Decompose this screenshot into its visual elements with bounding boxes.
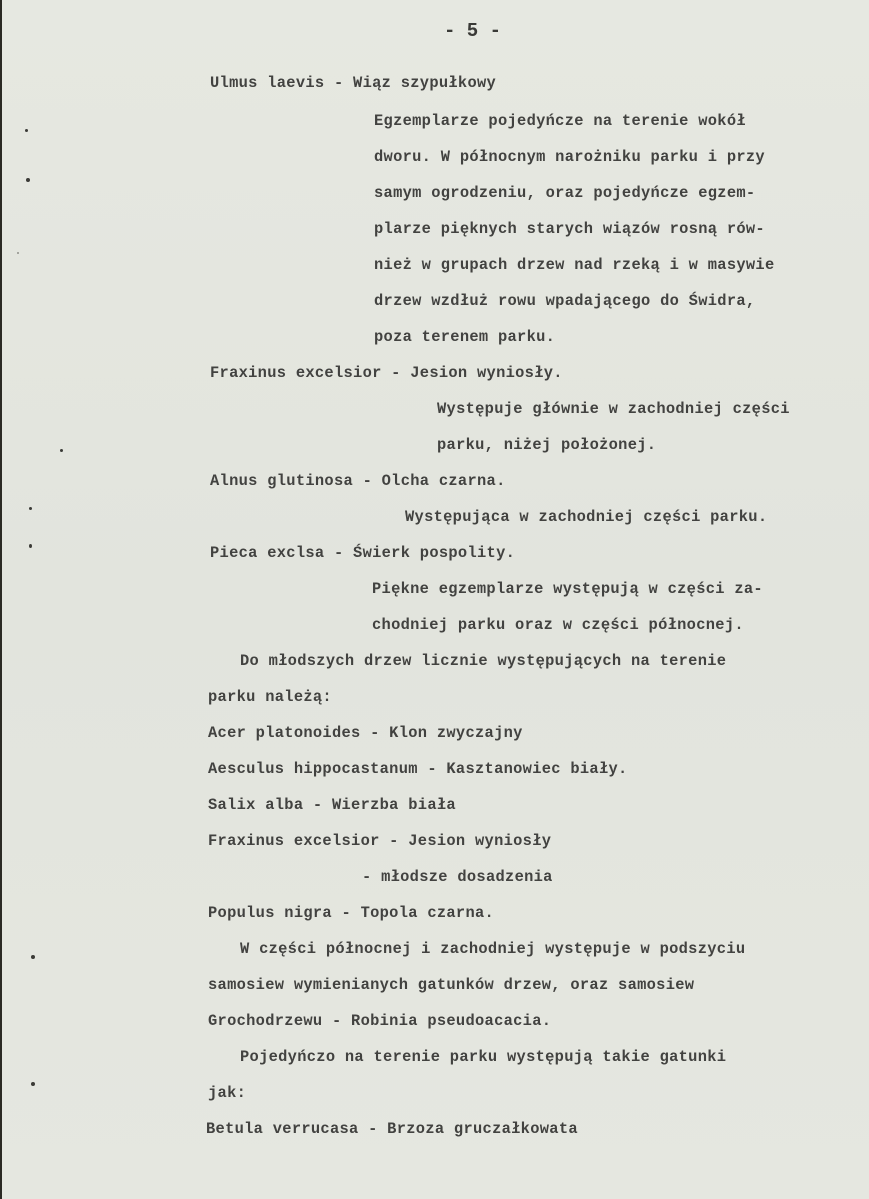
- text-line: Populus nigra - Topola czarna.: [208, 904, 495, 922]
- text-line: Grochodrzewu - Robinia pseudoacacia.: [208, 1012, 552, 1030]
- text-line: - młodsze dosadzenia: [362, 868, 553, 886]
- text-line: poza terenem parku.: [374, 328, 556, 346]
- text-line: Pieca exclsa - Świerk pospolity.: [210, 544, 516, 562]
- margin-speck: [29, 507, 32, 510]
- margin-speck: [17, 252, 19, 254]
- text-line: samym ogrodzeniu, oraz pojedyńcze egzem-: [374, 184, 756, 202]
- text-line: drzew wzdłuż rowu wpadającego do Świdra,: [374, 292, 756, 310]
- text-line: Piękne egzemplarze występują w części za-: [372, 580, 763, 598]
- margin-speck: [31, 1082, 35, 1086]
- text-line: Egzemplarze pojedyńcze na terenie wokół: [374, 112, 746, 130]
- text-line: chodniej parku oraz w części północnej.: [372, 616, 744, 634]
- text-line: Salix alba - Wierzba biała: [208, 796, 456, 814]
- text-line: Aesculus hippocastanum - Kasztanowiec biały.: [208, 760, 628, 778]
- text-line: Acer platonoides - Klon zwyczajny: [208, 724, 523, 742]
- margin-speck: [60, 449, 63, 452]
- text-line: Występuje głównie w zachodniej części: [437, 400, 790, 418]
- text-line: nież w grupach drzew nad rzeką i w masywie: [374, 256, 775, 274]
- text-line: Do młodszych drzew licznie występujących na terenie: [240, 652, 727, 670]
- scan-edge: [0, 0, 2, 1199]
- text-line: parku należą:: [208, 688, 332, 706]
- text-line: parku, niżej położonej.: [437, 436, 657, 454]
- margin-speck: [29, 544, 32, 548]
- text-line: Fraxinus excelsior - Jesion wyniosły.: [210, 364, 563, 382]
- text-line: plarze pięknych starych wiązów rosną rów-: [374, 220, 765, 238]
- text-line: W części północnej i zachodniej występuje w podszyciu: [240, 940, 746, 958]
- text-line: jak:: [208, 1084, 247, 1102]
- margin-speck: [25, 129, 28, 132]
- margin-speck: [26, 178, 30, 182]
- text-line: Alnus glutinosa - Olcha czarna.: [210, 472, 506, 490]
- text-line: Ulmus laevis - Wiąz szypułkowy: [210, 74, 497, 92]
- text-line: Fraxinus excelsior - Jesion wyniosły: [208, 832, 552, 850]
- text-line: dworu. W północnym narożniku parku i przy: [374, 148, 765, 166]
- page-number: - 5 -: [444, 20, 502, 42]
- text-line: Betula verrucasa - Brzoza gruczałkowata: [206, 1120, 578, 1138]
- text-line: Występująca w zachodniej części parku.: [405, 508, 768, 526]
- margin-speck: [31, 955, 35, 959]
- text-line: samosiew wymienianych gatunków drzew, oraz samosiew: [208, 976, 695, 994]
- text-line: Pojedyńczo na terenie parku występują takie gatunki: [240, 1048, 727, 1066]
